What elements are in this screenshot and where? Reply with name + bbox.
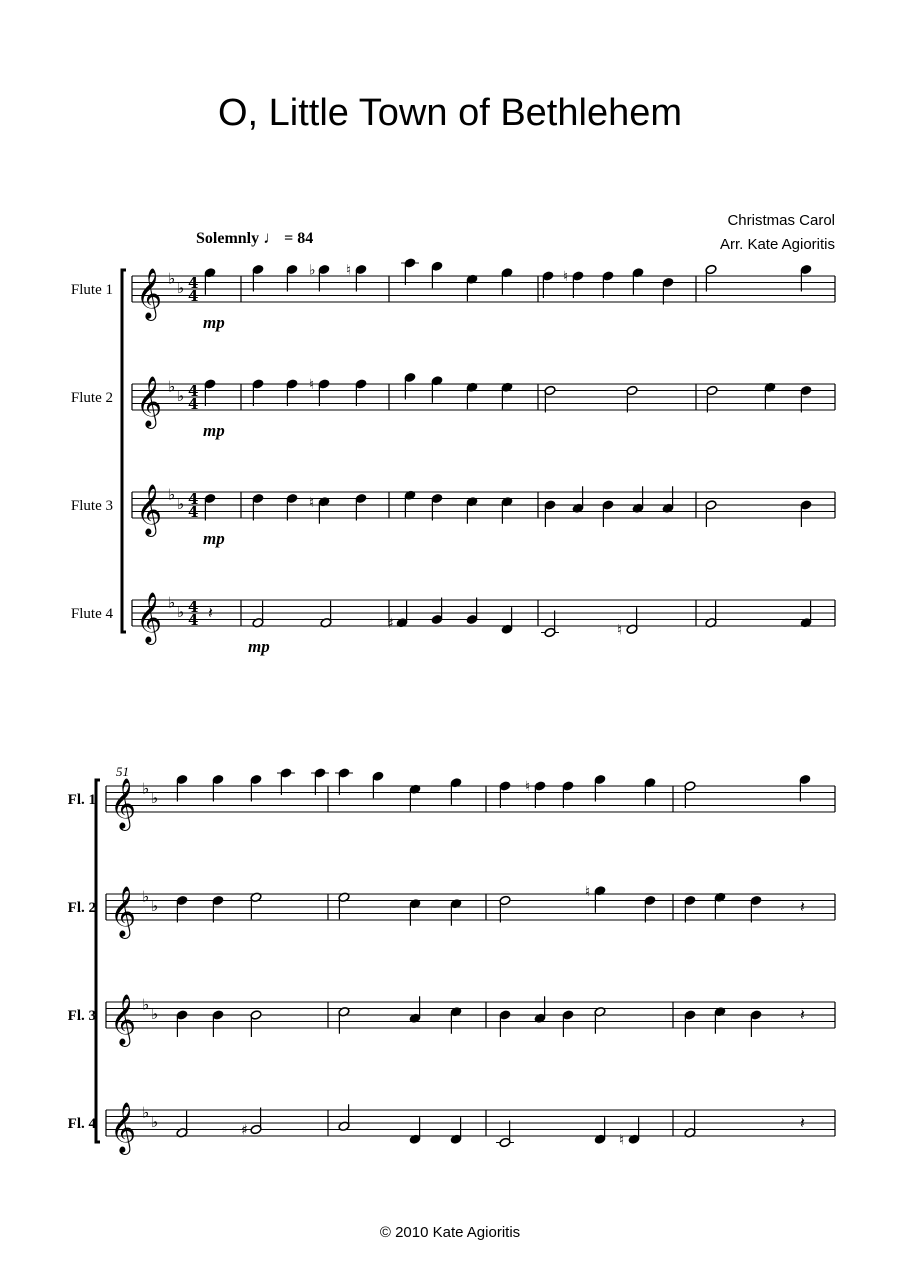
flat-icon: ♭ [177,495,185,513]
dynamic-marking: mp [203,421,225,440]
flat-icon: ♭ [151,1005,159,1023]
staff [68,1102,835,1155]
measure-number: 51 [116,764,129,779]
natural-icon: ♮ [309,377,315,393]
quarter-rest-icon: 𝄽 [800,897,805,916]
treble-clef-icon: 𝄞 [136,268,163,319]
natural-icon: ♮ [563,269,569,285]
time-signature-icon: 4 [188,287,199,305]
staff [68,884,835,939]
instrument-label: Flute 1 [70,282,113,298]
dynamic-marking: mp [203,313,225,332]
quarter-rest-icon: 𝄽 [800,1113,805,1132]
instrument-label: Flute 2 [70,390,113,406]
staff [71,258,835,332]
natural-icon: ♮ [309,494,315,511]
brace-icon [122,270,126,632]
treble-clef-icon: 𝄞 [136,376,163,427]
time-signature-icon: 4 [188,611,199,629]
tempo-text: Solemnly [196,230,260,247]
time-signature-icon: 4 [188,598,199,616]
time-signature-icon: 4 [188,274,199,292]
instrument-label: Fl. 3 [67,1008,96,1024]
sharp-icon: ♯ [387,615,394,632]
sharp-icon: ♯ [241,1122,248,1139]
instrument-label: Flute 3 [70,498,113,514]
flat-icon: ♭ [177,279,185,297]
flat-icon: ♭ [151,789,159,807]
staff [68,994,835,1047]
treble-clef-icon: 𝄞 [136,592,163,643]
flat-icon: ♭ [177,387,185,405]
time-signature-icon: 4 [188,382,199,400]
instrument-label: Fl. 1 [67,792,96,808]
treble-clef-icon: 𝄞 [110,1102,137,1153]
flat-icon: ♭ [142,887,150,906]
treble-clef-icon: 𝄞 [110,994,137,1045]
dynamic-marking: mp [248,637,270,656]
instrument-label: Fl. 4 [67,1116,96,1132]
time-signature-icon: 4 [188,490,199,508]
natural-icon: ♮ [525,779,531,795]
copyright-notice: © 2010 Kate Agioritis [379,1224,521,1241]
flat-icon: ♭ [142,1103,150,1122]
system-2 [68,764,835,1155]
flat-icon: ♭ [151,1113,159,1131]
tempo-bpm: = 84 [284,230,314,247]
arranger-credit: Arr. Kate Agioritis [719,236,835,253]
staff [71,592,835,656]
composer-credit: Christmas Carol [727,212,835,229]
flat-icon: ♭ [168,593,176,612]
quarter-rest-icon: 𝄽 [800,1005,805,1024]
treble-clef-icon: 𝄞 [110,778,137,829]
treble-clef-icon: 𝄞 [110,886,137,937]
flat-icon: ♭ [309,262,316,279]
page-title: O, Little Town of Bethlehem [218,92,682,134]
time-signature-icon: 4 [188,503,199,521]
flat-icon: ♭ [177,603,185,621]
natural-icon: ♮ [619,1132,625,1149]
instrument-label: Flute 4 [70,606,113,622]
brace-icon [96,780,100,1142]
flat-icon: ♭ [142,995,150,1014]
quarter-note-icon: ♩ [263,228,281,247]
system-1 [71,258,835,656]
dynamic-marking: mp [203,529,225,548]
instrument-label: Fl. 2 [67,900,96,916]
natural-icon: ♮ [346,262,352,279]
quarter-rest-icon: 𝄽 [208,603,213,622]
flat-icon: ♭ [142,779,150,798]
treble-clef-icon: 𝄞 [136,484,163,535]
flat-icon: ♭ [151,897,159,915]
staff [71,372,835,440]
staff [68,768,835,831]
time-signature-icon: 4 [188,395,199,413]
staff [71,484,835,548]
natural-icon: ♮ [585,883,591,900]
flat-icon: ♭ [168,485,176,504]
flat-icon: ♭ [168,269,176,288]
natural-icon: ♮ [617,622,623,639]
flat-icon: ♭ [168,377,176,396]
